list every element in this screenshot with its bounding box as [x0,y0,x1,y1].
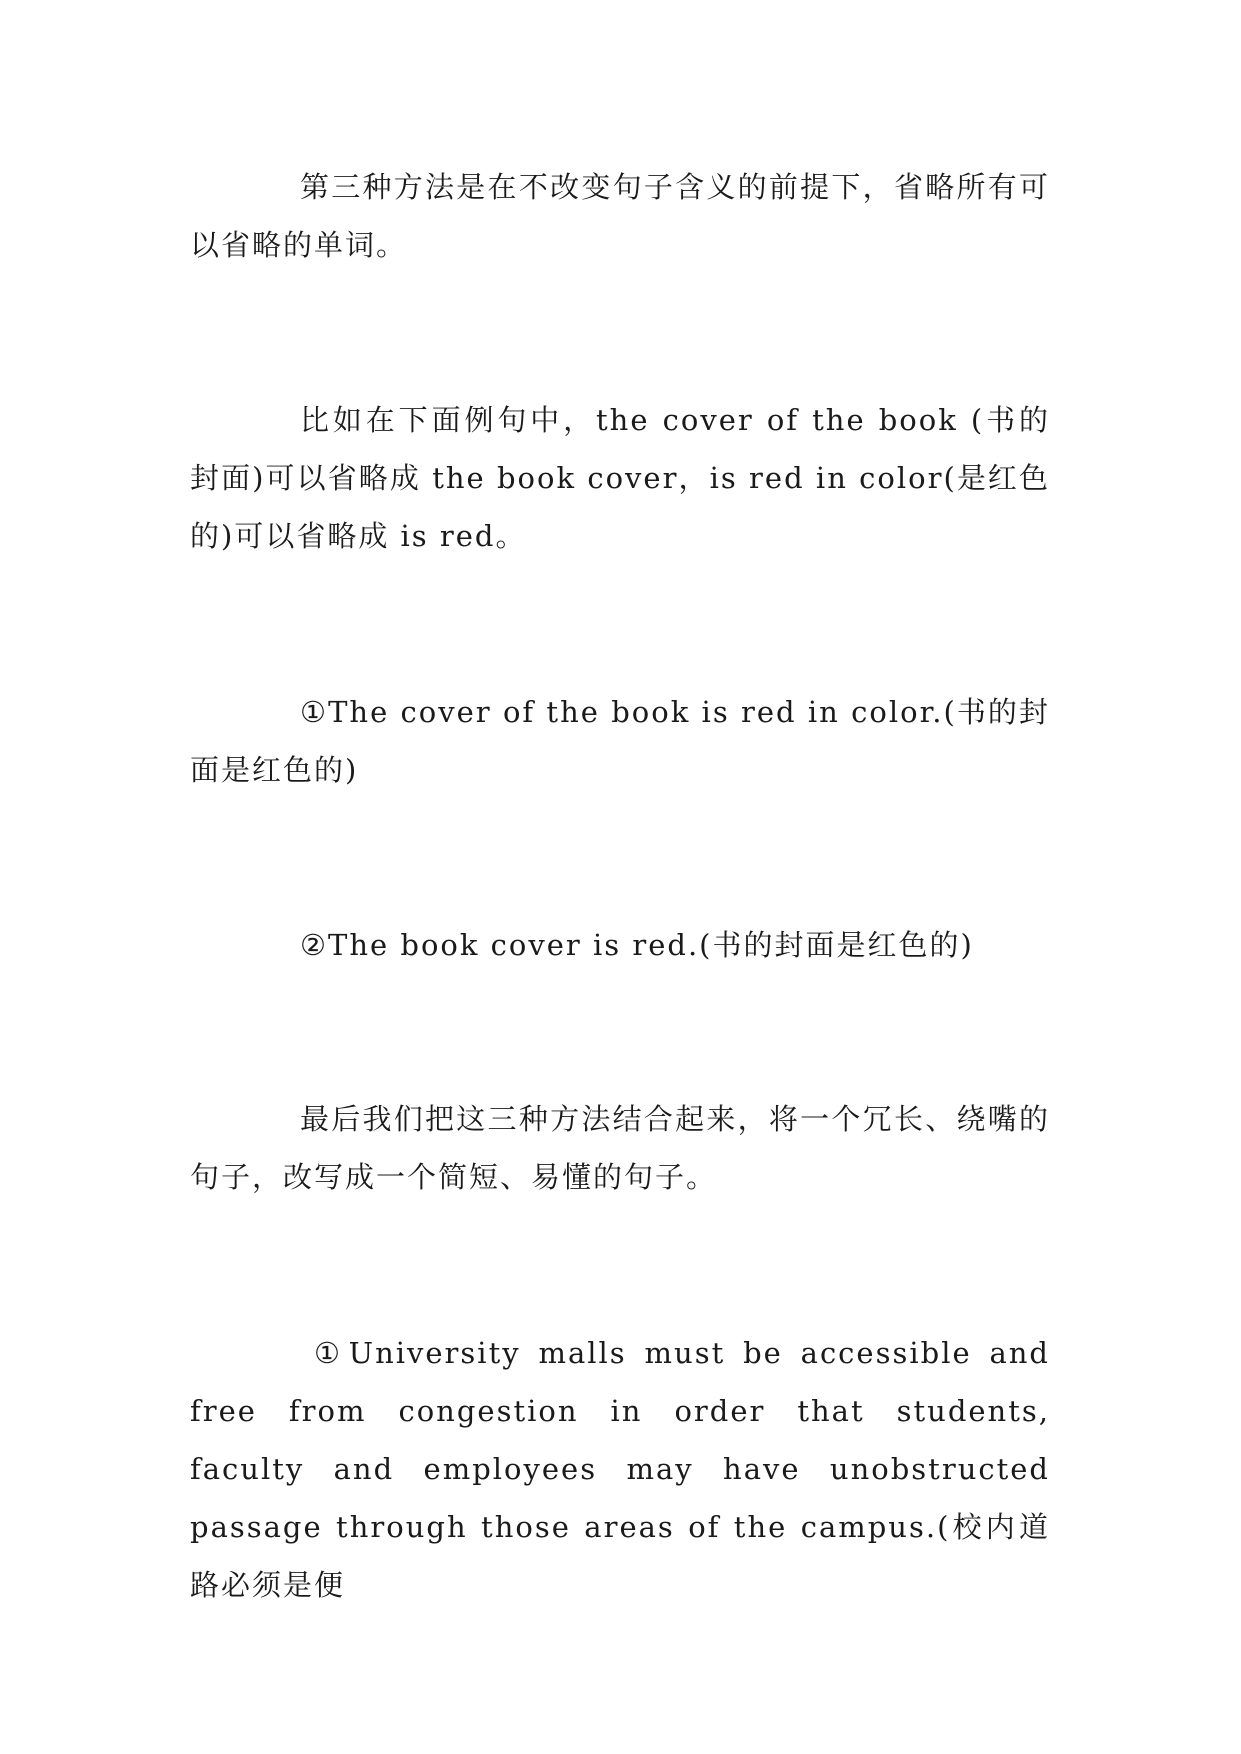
paragraph-example-original: ①The cover of the book is red in color.(书的封面是红色的) [190,695,1050,787]
paragraph-omit-words-method: 第三种方法是在不改变句子含义的前提下，省略所有可以省略的单词。 [190,170,1050,262]
paragraph-example-shortened: ②The book cover is red.(书的封面是红色的) [300,928,974,962]
paragraph-example-explanation: 比如在下面例句中，the cover of the book (书的封面)可以省略成 the book cover，is red in color(是红色的)可以省略成 is red。 [190,403,1050,553]
paragraph-long-sentence-example: ①University malls must be accessible and free from congestion in order that students, faculty and employees may have unobstructed passage through those areas of the campus.(校内道路必须是便 [190,1336,1050,1602]
paragraph-combine-methods: 最后我们把这三种方法结合起来，将一个冗长、绕嘴的句子，改写成一个简短、易懂的句子。 [190,1102,1050,1194]
